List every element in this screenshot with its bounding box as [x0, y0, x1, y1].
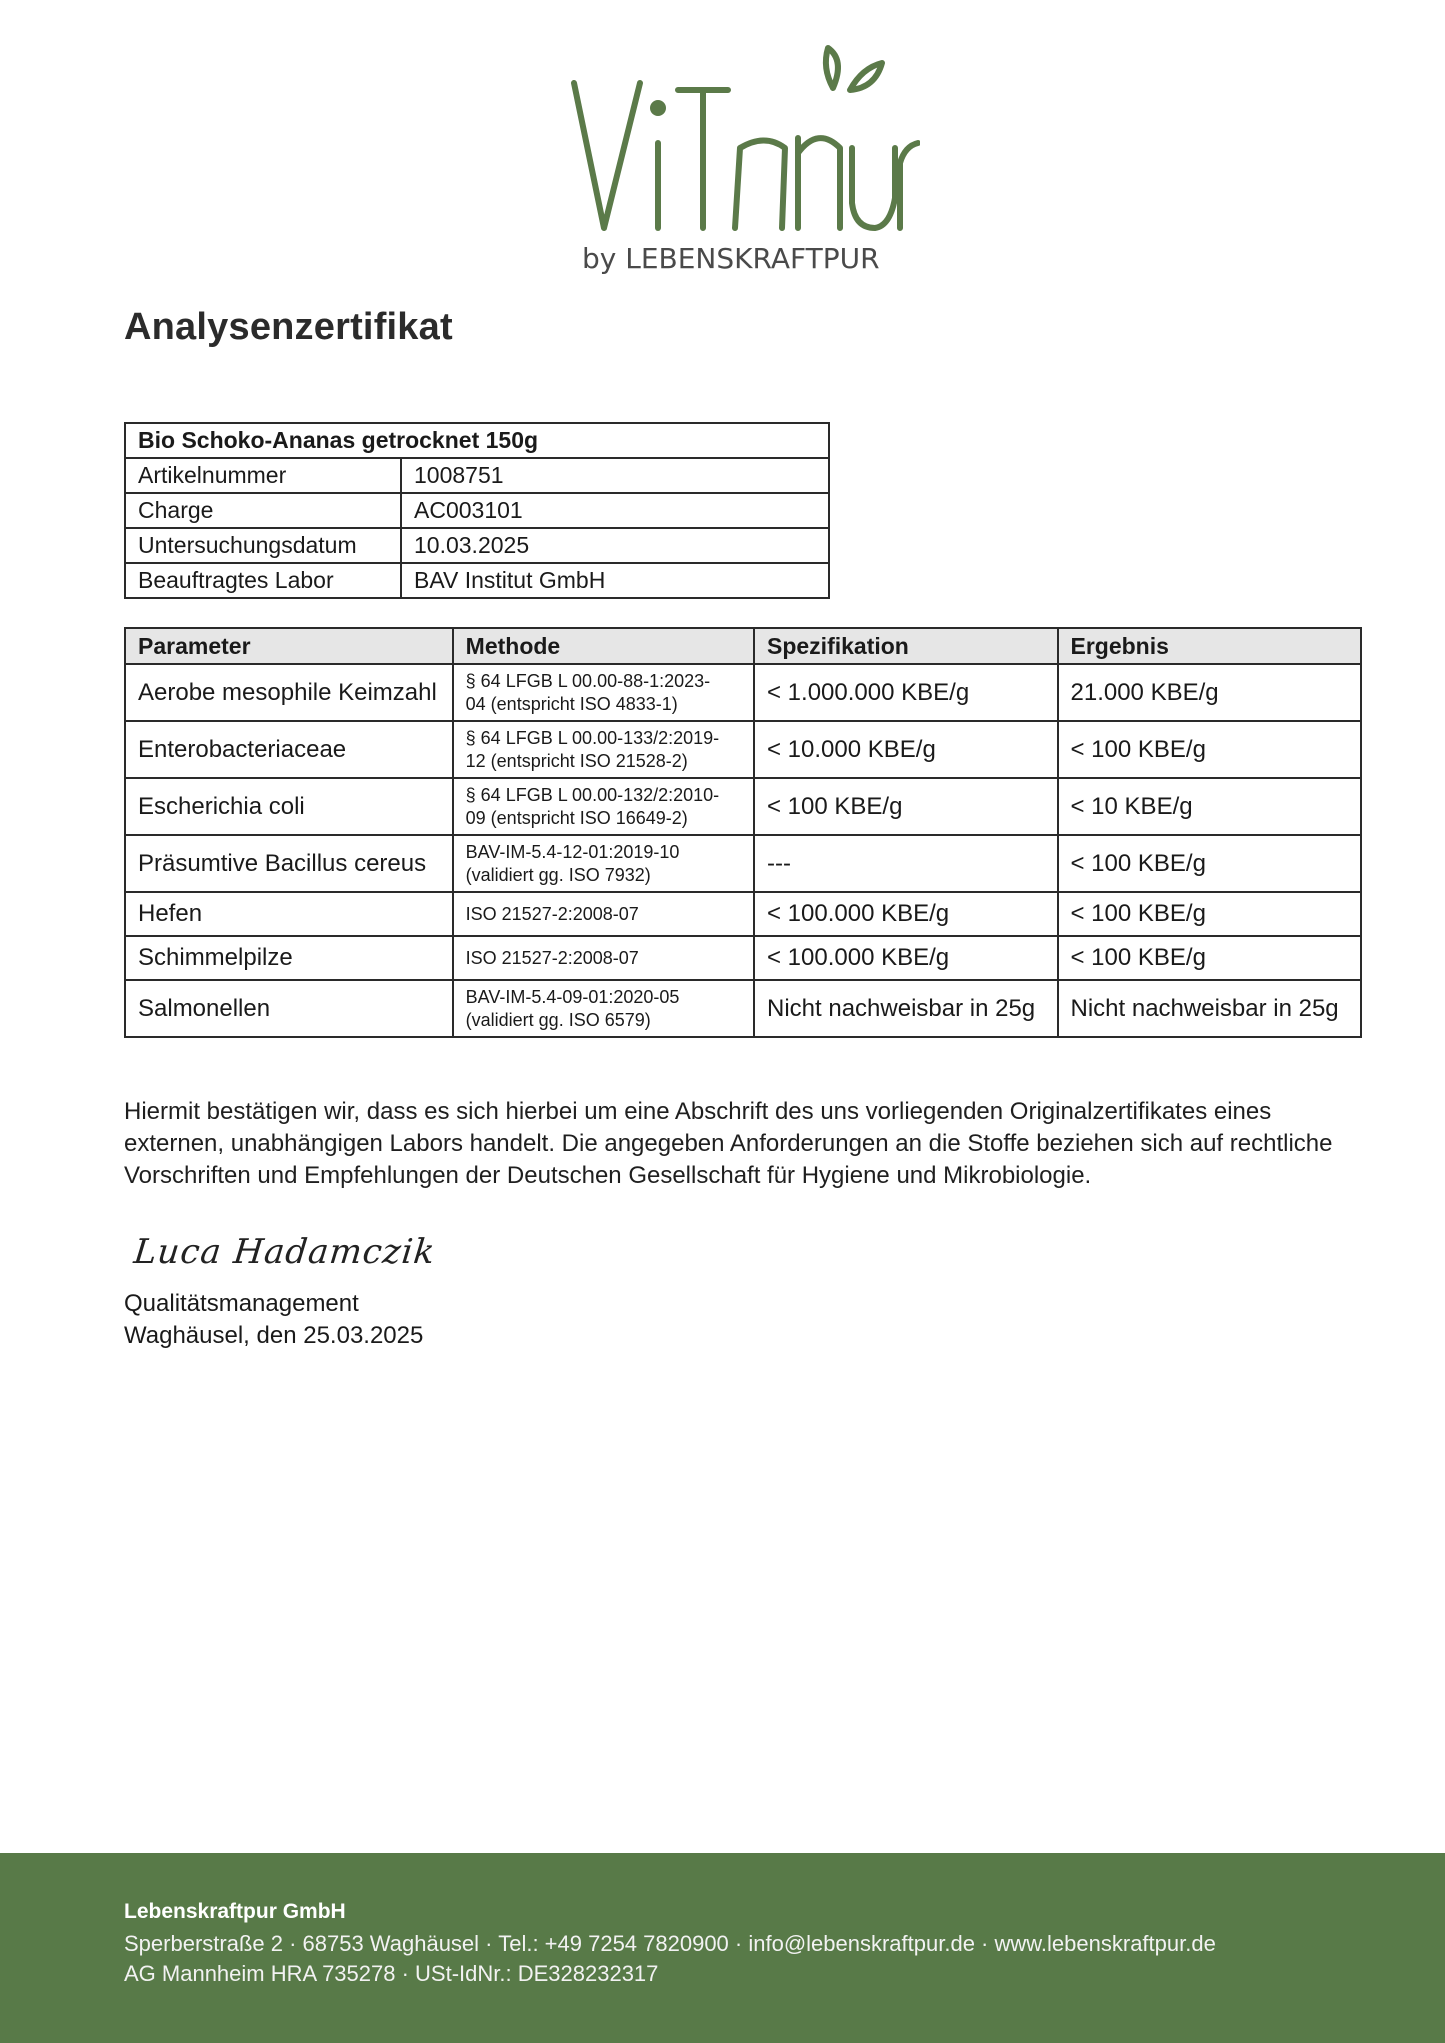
info-label: Charge	[125, 493, 401, 528]
method-cell	[453, 892, 754, 936]
method-cell	[453, 778, 754, 835]
header-parameter: Parameter	[125, 628, 453, 664]
info-label: Artikelnummer	[125, 458, 401, 493]
result-cell: < 100 KBE/g	[1058, 721, 1362, 778]
page-title: Analysenzertifikat	[124, 306, 453, 348]
footer	[0, 1853, 1445, 2043]
product-name: Bio Schoko-Ananas getrocknet 150g	[125, 423, 829, 458]
footer-address: Sperberstraße 2 · 68753 Waghäusel · Tel.: +49 7254 7820900 · info@lebenskraftpur.de · www.lebenskraftpur.de	[124, 1931, 1216, 1956]
info-row	[125, 458, 829, 493]
specification-cell: < 100 KBE/g	[754, 778, 1058, 835]
method-line-1: ISO 21527-2:2008-07	[465, 947, 639, 968]
method-line-1: § 64 LFGB L 00.00-88-1:2023-	[465, 670, 711, 691]
method-cell	[453, 980, 754, 1037]
method-cell	[453, 721, 754, 778]
info-row	[125, 493, 829, 528]
info-label: Beauftragtes Labor	[125, 563, 401, 598]
result-cell: < 100 KBE/g	[1058, 892, 1362, 936]
method-line-1: BAV-IM-5.4-09-01:2020-05	[465, 986, 680, 1007]
result-cell: < 100 KBE/g	[1058, 936, 1362, 980]
signature: Luca Hadamczik	[131, 1232, 438, 1272]
result-cell: < 10 KBE/g	[1058, 778, 1362, 835]
specification-cell: < 10.000 KBE/g	[754, 721, 1058, 778]
analysis-row	[125, 778, 1361, 835]
result-cell: Nicht nachweisbar in 25g	[1058, 980, 1362, 1037]
info-row	[125, 563, 829, 598]
svg-text:by LEBENSKRAFTPUR: by LEBENSKRAFTPUR	[582, 242, 880, 275]
analysis-row	[125, 936, 1361, 980]
method-line-1: § 64 LFGB L 00.00-132/2:2010-	[465, 784, 720, 805]
analysis-table	[124, 627, 1362, 1038]
method-line-2: 04 (entspricht ISO 4833-1)	[465, 693, 678, 714]
place-date: Waghäusel, den 25.03.2025	[124, 1322, 424, 1349]
parameter-cell: Aerobe mesophile Keimzahl	[125, 664, 453, 721]
info-value: 10.03.2025	[401, 528, 829, 563]
method-line-1: BAV-IM-5.4-12-01:2019-10	[465, 841, 680, 862]
parameter-cell: Schimmelpilze	[125, 936, 453, 980]
result-cell: < 100 KBE/g	[1058, 835, 1362, 892]
parameter-cell: Hefen	[125, 892, 453, 936]
parameter-cell: Escherichia coli	[125, 778, 453, 835]
analysis-row	[125, 664, 1361, 721]
specification-cell: < 100.000 KBE/g	[754, 936, 1058, 980]
info-value: 1008751	[401, 458, 829, 493]
signer-role: Qualitätsmanagement	[124, 1290, 359, 1317]
method-line-2: (validiert gg. ISO 7932)	[465, 864, 651, 885]
header-result: Ergebnis	[1058, 628, 1362, 664]
analysis-row	[125, 835, 1361, 892]
analysis-header-row	[125, 628, 1361, 664]
method-cell	[453, 835, 754, 892]
specification-cell: ---	[754, 835, 1058, 892]
parameter-cell: Enterobacteriaceae	[125, 721, 453, 778]
info-row	[125, 528, 829, 563]
info-value: AC003101	[401, 493, 829, 528]
method-line-1: § 64 LFGB L 00.00-133/2:2019-	[465, 727, 720, 748]
footer-registry: AG Mannheim HRA 735278 · USt-IdNr.: DE328232317	[124, 1961, 659, 1986]
specification-cell: < 1.000.000 KBE/g	[754, 664, 1058, 721]
method-line-1: ISO 21527-2:2008-07	[465, 903, 639, 924]
footer-company: Lebenskraftpur GmbH	[124, 1900, 346, 1923]
info-label: Untersuchungsdatum	[125, 528, 401, 563]
parameter-cell: Salmonellen	[125, 980, 453, 1037]
method-cell	[453, 936, 754, 980]
vitanur-logo-graphic	[560, 38, 920, 278]
method-line-2: 12 (entspricht ISO 21528-2)	[465, 750, 688, 771]
method-cell	[453, 664, 754, 721]
specification-cell: Nicht nachweisbar in 25g	[754, 980, 1058, 1037]
header-method: Methode	[453, 628, 754, 664]
parameter-cell: Präsumtive Bacillus cereus	[125, 835, 453, 892]
product-name-row	[125, 423, 829, 458]
header-specification: Spezifikation	[754, 628, 1058, 664]
info-value: BAV Institut GmbH	[401, 563, 829, 598]
product-info-table	[124, 422, 830, 599]
method-line-2: 09 (entspricht ISO 16649-2)	[465, 807, 688, 828]
analysis-row	[125, 892, 1361, 936]
vitanur-logo	[560, 38, 920, 278]
specification-cell: < 100.000 KBE/g	[754, 892, 1058, 936]
certification-statement: Hiermit bestätigen wir, dass es sich hierbei um eine Abschrift des uns vorliegenden Originalzertifikates eines externen, unabhängigen Labors handelt. Die angegeben Anforderungen an die Stoffe beziehen sich auf rechtliche Vorschriften und Empfehlungen der Deutschen Gesellschaft für Hygiene und Mikrobiologie.	[124, 1098, 1333, 1189]
analysis-row	[125, 980, 1361, 1037]
analysis-row	[125, 721, 1361, 778]
result-cell: 21.000 KBE/g	[1058, 664, 1362, 721]
method-line-2: (validiert gg. ISO 6579)	[465, 1009, 651, 1030]
